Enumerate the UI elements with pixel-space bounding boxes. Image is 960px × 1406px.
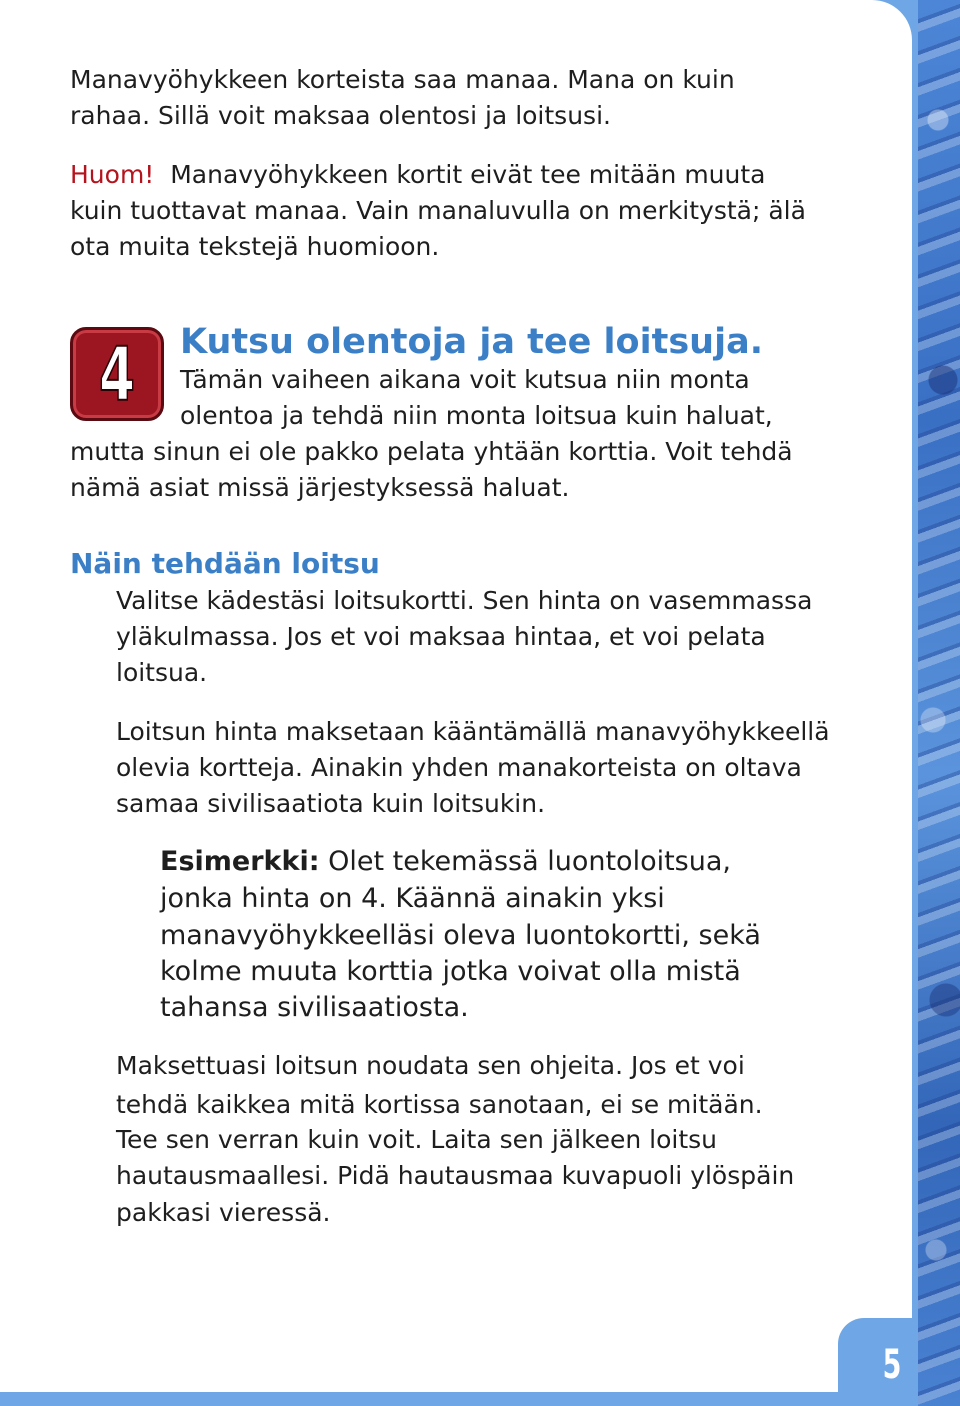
note-line-2: kuin tuottavat manaa. Vain manaluvulla on merkitystä; älä [70,196,806,225]
step-title: Kutsu olentoja ja tee loitsuja. [180,322,763,362]
para3-line-3: Tee sen verran kuin voit. Laita sen jälkeen loitsu [116,1125,718,1154]
para2-line-1: Loitsun hinta maksetaan kääntämällä manavyöhykkeellä [116,717,830,746]
step-line-3: mutta sinun ei ole pakko pelata yhtään korttia. Voit tehdä [70,437,793,466]
example-line-4: kolme muuta korttia jotka voivat olla mistä [160,956,741,987]
example-text-1: Olet tekemässä luontoloitsua, [328,846,731,877]
page-number: 5 [882,1342,902,1388]
note-text-1: Manavyöhykkeen kortit eivät tee mitään muuta [170,160,766,189]
para3-line-2: tehdä kaikkea mitä kortissa sanotaan, ei se mitään. [116,1090,763,1119]
example-line-2: jonka hinta on 4. Käännä ainakin yksi [160,883,665,914]
decorative-side-strip [918,0,960,1406]
para1-line-1: Valitse kädestäsi loitsukortti. Sen hinta on vasemmassa [116,586,813,615]
section-heading: Näin tehdään loitsu [70,547,380,580]
intro-line-2: rahaa. Sillä voit maksaa olentosi ja loitsusi. [70,101,611,130]
example-line-3: manavyöhykkeelläsi oleva luontokortti, sekä [160,920,761,951]
para2-line-2: olevia kortteja. Ainakin yhden manakorteista on oltava [116,753,802,782]
para1-line-3: loitsua. [116,658,208,687]
para3-line-1: Maksettuasi loitsun noudata sen ohjeita. Jos et voi [116,1051,745,1080]
step-line-2: olentoa ja tehdä niin monta loitsua kuin haluat, [180,401,773,430]
step-number: 4 [98,332,136,418]
example-line-1 [160,843,731,881]
note-line-3: ota muita tekstejä huomioon. [70,232,440,261]
para3-line-5: pakkasi vieressä. [116,1198,331,1227]
step-line-4: nämä asiat missä järjestyksessä haluat. [70,473,570,502]
intro-line-1: Manavyöhykkeen korteista saa manaa. Mana on kuin [70,65,735,94]
step-line-1: Tämän vaiheen aikana voit kutsua niin monta [180,365,750,394]
note-label: Huom! [70,160,155,189]
note-line-1 [70,157,766,193]
example-label: Esimerkki: [160,846,320,877]
para3-line-4: hautausmaallesi. Pidä hautausmaa kuvapuoli ylöspäin [116,1161,795,1190]
example-line-5: tahansa sivilisaatiosta. [160,992,469,1023]
para2-line-3: samaa sivilisaatiota kuin loitsukin. [116,789,546,818]
para1-line-2: yläkulmassa. Jos et voi maksaa hintaa, et voi pelata [116,622,766,651]
step-number-badge [70,327,164,421]
